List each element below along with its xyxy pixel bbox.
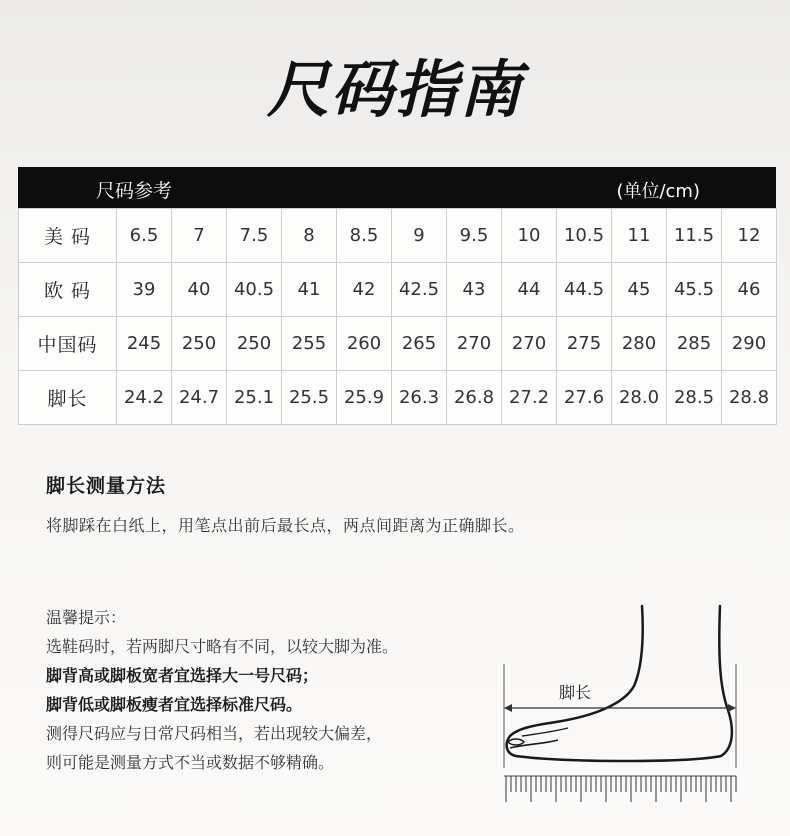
size-cell: 11 xyxy=(612,209,667,263)
size-cell: 25.1 xyxy=(227,371,282,425)
size-cell: 280 xyxy=(612,317,667,371)
size-cell: 24.2 xyxy=(117,371,172,425)
foot-outline xyxy=(507,606,732,761)
size-cell: 45.5 xyxy=(667,263,722,317)
size-cell: 9.5 xyxy=(447,209,502,263)
size-cell: 12 xyxy=(722,209,777,263)
toenail xyxy=(508,739,524,745)
arrow-head-left xyxy=(504,704,512,712)
size-cell: 42 xyxy=(337,263,392,317)
size-row-label: 欧 码 xyxy=(19,263,117,317)
size-cell: 10.5 xyxy=(557,209,612,263)
size-cell: 40 xyxy=(172,263,227,317)
size-cell: 9 xyxy=(392,209,447,263)
tips-heading: 温馨提示： xyxy=(46,608,127,627)
size-row xyxy=(19,209,777,263)
size-cell: 7 xyxy=(172,209,227,263)
size-cell: 260 xyxy=(337,317,392,371)
table-header-title: 尺码参考 xyxy=(96,180,173,202)
tip-line-bold: 脚背低或脚板瘦者宜选择标准尺码。 xyxy=(46,695,303,714)
tip-line: 测得尺码应与日常尺码相当，若出现较大偏差， xyxy=(46,724,383,743)
size-row xyxy=(19,263,777,317)
size-cell: 27.6 xyxy=(557,371,612,425)
size-cell: 245 xyxy=(117,317,172,371)
size-cell: 6.5 xyxy=(117,209,172,263)
size-cell: 25.9 xyxy=(337,371,392,425)
arrow-head-right xyxy=(728,704,736,712)
size-cell: 40.5 xyxy=(227,263,282,317)
size-cell: 8 xyxy=(282,209,337,263)
size-row xyxy=(19,317,777,371)
table-header xyxy=(18,167,776,208)
size-cell: 28.0 xyxy=(612,371,667,425)
toe-line xyxy=(522,728,568,736)
size-cell: 8.5 xyxy=(337,209,392,263)
toe-line xyxy=(510,740,558,748)
table-unit: (单位/cm) xyxy=(616,181,700,202)
size-table xyxy=(18,167,776,425)
size-cell: 255 xyxy=(282,317,337,371)
size-cell: 42.5 xyxy=(392,263,447,317)
size-cell: 28.8 xyxy=(722,371,777,425)
size-cell: 45 xyxy=(612,263,667,317)
size-row xyxy=(19,371,777,425)
size-cell: 28.5 xyxy=(667,371,722,425)
size-row-label: 美 码 xyxy=(19,209,117,263)
size-cell: 250 xyxy=(227,317,282,371)
size-cell: 270 xyxy=(447,317,502,371)
size-cell: 25.5 xyxy=(282,371,337,425)
tip-line-bold: 脚背高或脚板宽者宜选择大一号尺码； xyxy=(46,666,319,685)
size-cell: 250 xyxy=(172,317,227,371)
size-cell: 11.5 xyxy=(667,209,722,263)
size-cell: 270 xyxy=(502,317,557,371)
size-cell: 44.5 xyxy=(557,263,612,317)
size-cell: 275 xyxy=(557,317,612,371)
measure-description: 将脚踩在白纸上，用笔点出前后最长点，两点间距离为正确脚长。 xyxy=(46,516,525,535)
size-cell: 24.7 xyxy=(172,371,227,425)
foot-measure-illustration xyxy=(496,598,746,808)
size-cell: 285 xyxy=(667,317,722,371)
size-cell: 10 xyxy=(502,209,557,263)
size-cell: 44 xyxy=(502,263,557,317)
size-cell: 26.8 xyxy=(447,371,502,425)
size-grid xyxy=(18,208,777,425)
size-cell: 39 xyxy=(117,263,172,317)
size-cell: 7.5 xyxy=(227,209,282,263)
measure-title: 脚长测量方法 xyxy=(46,475,167,497)
foot-length-label: 脚长 xyxy=(559,683,592,702)
size-cell: 46 xyxy=(722,263,777,317)
ruler-ticks xyxy=(506,776,736,802)
tip-line: 选鞋码时，若两脚尺寸略有不同，以较大脚为准。 xyxy=(46,637,399,656)
size-cell: 265 xyxy=(392,317,447,371)
size-cell: 290 xyxy=(722,317,777,371)
page-title: 尺码指南 xyxy=(266,53,523,126)
size-cell: 26.3 xyxy=(392,371,447,425)
tip-line: 则可能是测量方式不当或数据不够精确。 xyxy=(46,753,335,772)
size-row-label: 中国码 xyxy=(19,317,117,371)
size-cell: 43 xyxy=(447,263,502,317)
size-row-label: 脚长 xyxy=(19,371,117,425)
size-cell: 41 xyxy=(282,263,337,317)
tips-block xyxy=(46,603,398,777)
size-cell: 27.2 xyxy=(502,371,557,425)
